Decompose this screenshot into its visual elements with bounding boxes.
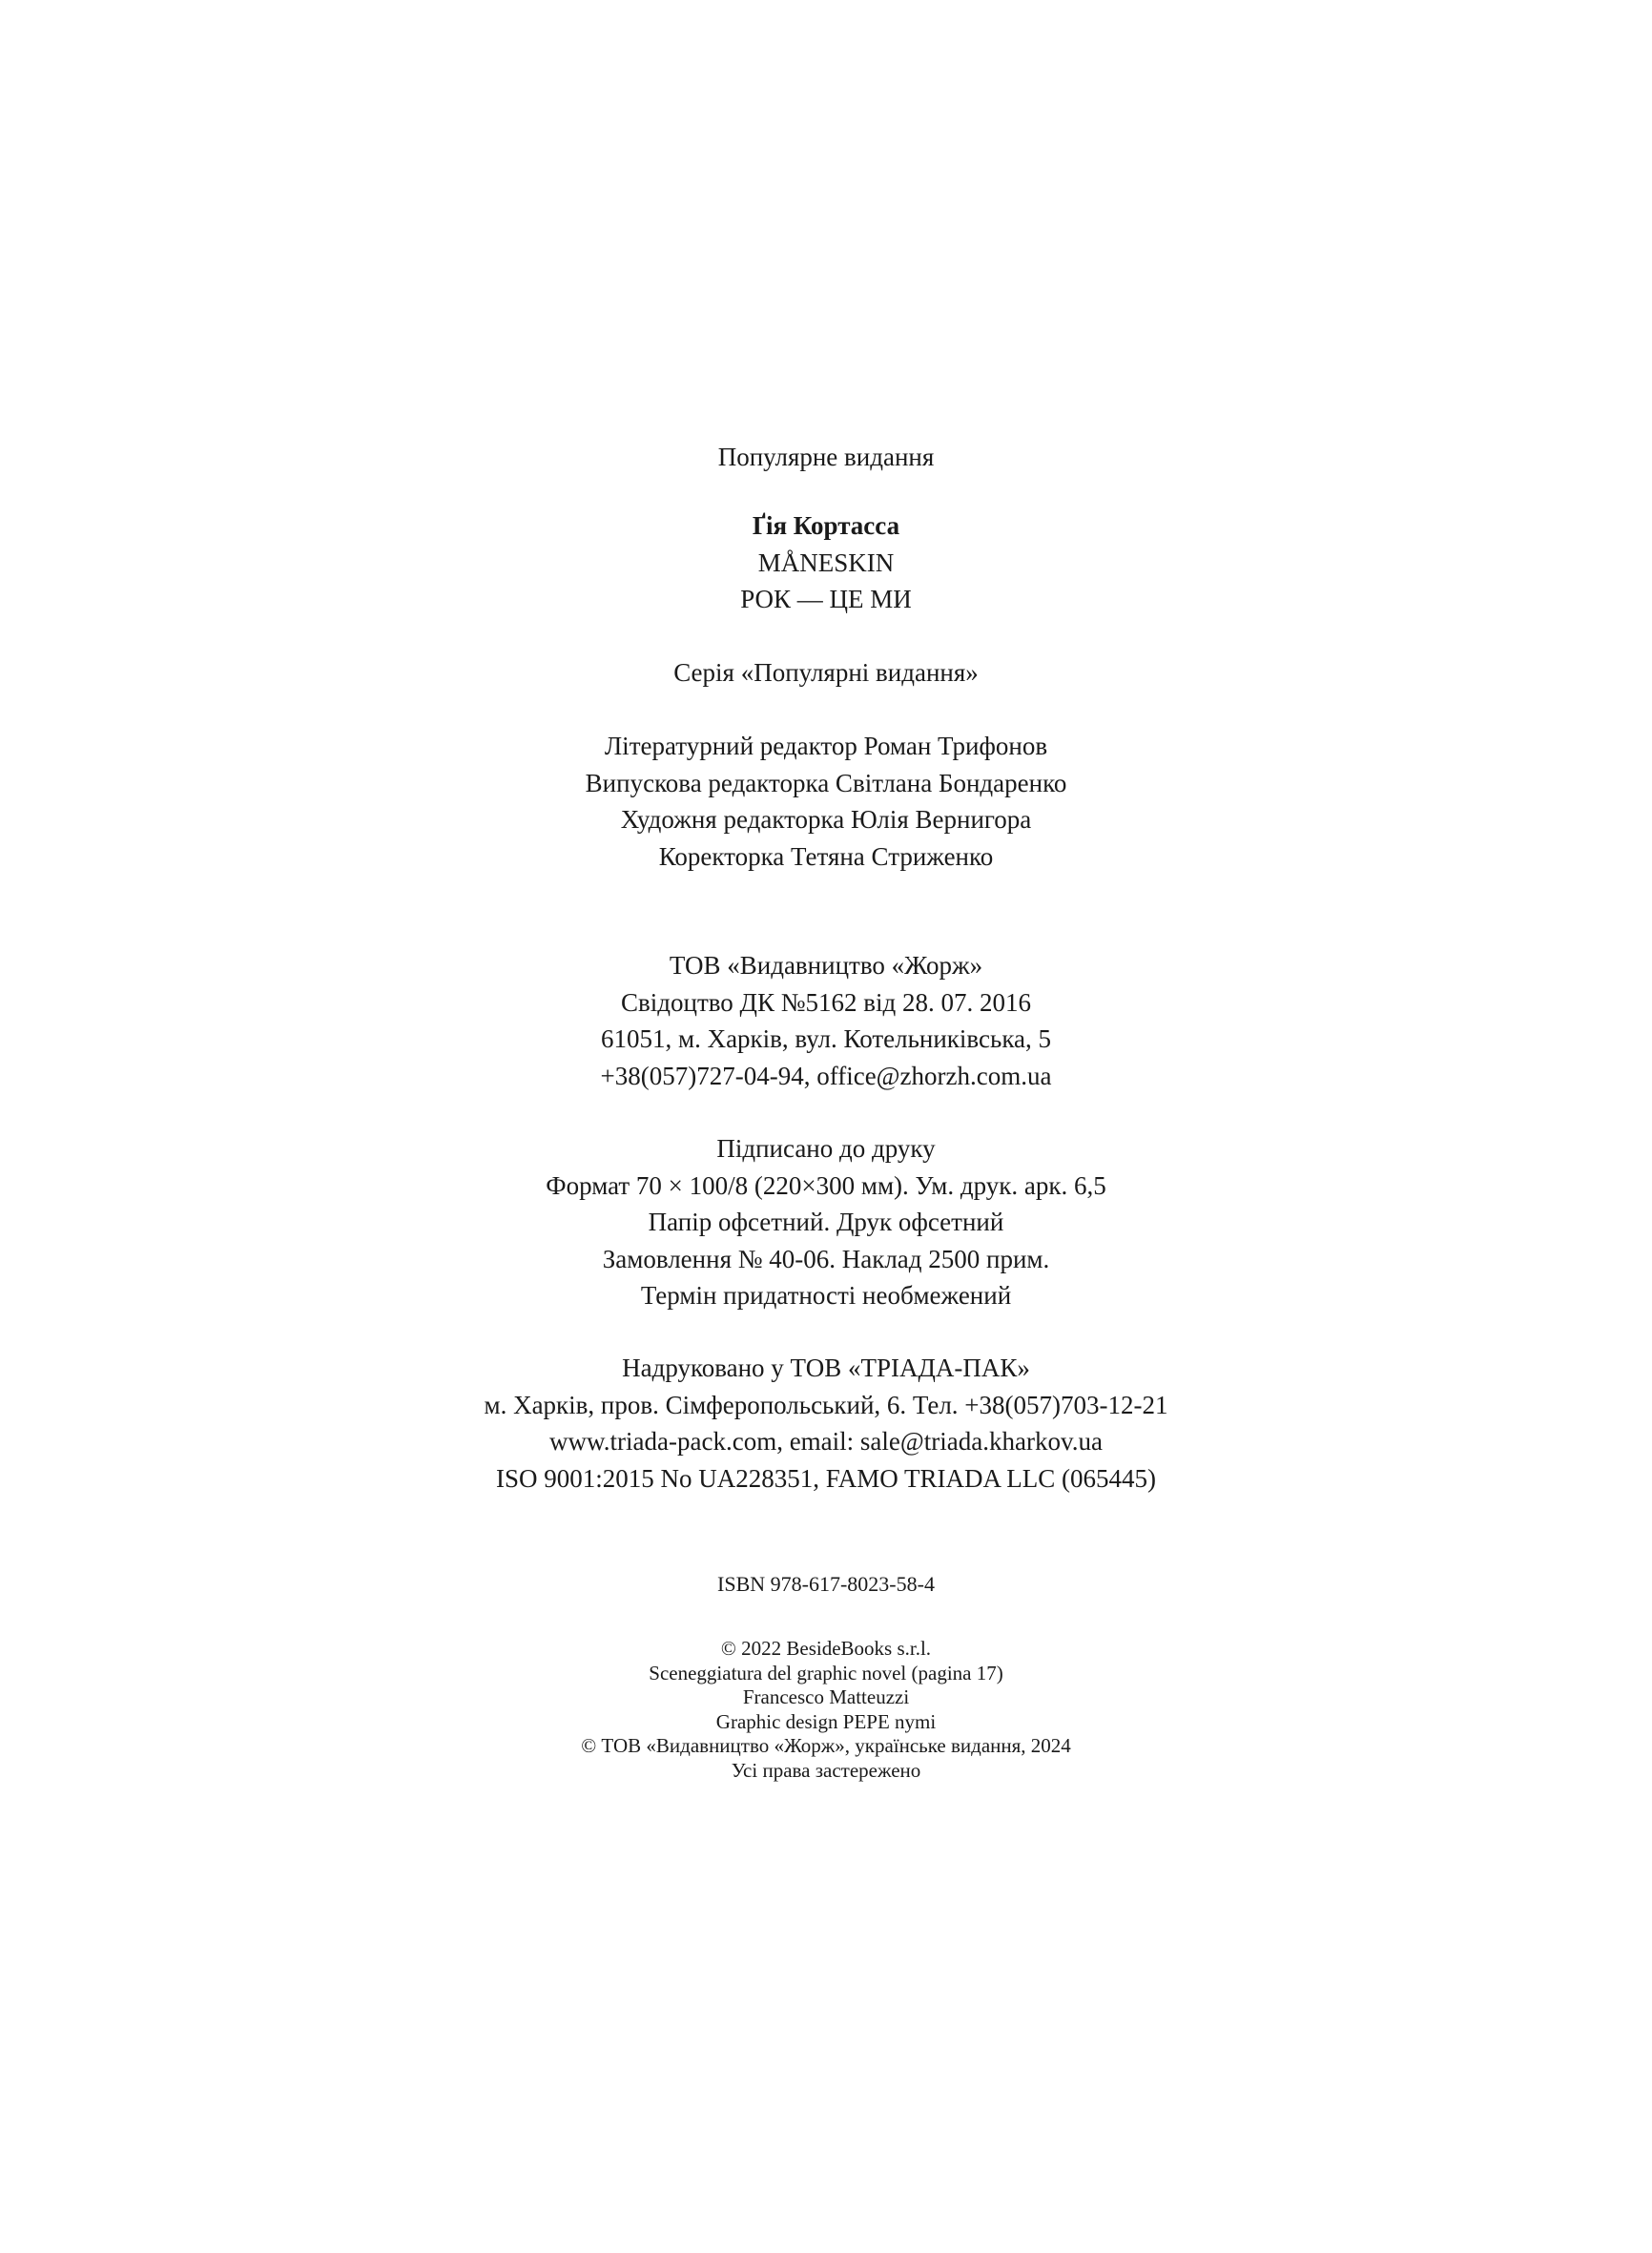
isbn-number: ISBN 978-617-8023-58-4: [717, 1572, 935, 1596]
copyright-line: © ТОВ «Видавництво «Жорж», українське видання, 2024: [581, 1734, 1071, 1757]
edition-type: Популярне видання: [717, 443, 935, 471]
copyright-block: [0, 1637, 1652, 1783]
printer-line: www.triada-pack.com, email: sale@triada.kharkov.ua: [549, 1427, 1103, 1456]
print-info-block: [0, 1130, 1652, 1314]
book-info-block: [0, 507, 1652, 618]
print-info-line: Підписано до друку: [716, 1134, 936, 1163]
series-line: Серія «Популярні видання»: [673, 658, 979, 687]
copyright-line: © 2022 BesideBooks s.r.l.: [720, 1637, 932, 1660]
credit-line: Випускова редакторка Світлана Бондаренко: [585, 768, 1067, 797]
book-title: MÅNESKIN: [757, 548, 895, 577]
printer-line: ISO 9001:2015 No UA228351, FAMO TRIADA LLC (065445): [495, 1463, 1156, 1493]
publisher-line: Свідоцтво ДК №5162 від 28. 07. 2016: [621, 987, 1031, 1017]
book-author: Ґія Кортасса: [752, 511, 900, 540]
print-info-line: Термін придатності необмежений: [640, 1281, 1012, 1310]
publisher-block: [0, 947, 1652, 1094]
printer-block: [0, 1350, 1652, 1497]
credit-line: Літературний редактор Роман Трифонов: [604, 732, 1048, 760]
edition-type-block: [0, 439, 1652, 476]
print-info-line: Формат 70 × 100/8 (220×300 мм). Ум. друк. арк. 6,5: [546, 1170, 1106, 1200]
printer-line: Надруковано у ТОВ «ТРІАДА-ПАК»: [622, 1354, 1030, 1382]
credit-line: Коректорка Тетяна Стриженко: [658, 841, 994, 871]
isbn-block: [0, 1572, 1652, 1597]
publisher-line: ТОВ «Видавництво «Жорж»: [669, 951, 983, 980]
copyright-line: Усі права застережено: [731, 1758, 921, 1782]
print-info-line: Папір офсетний. Друк офсетний: [648, 1208, 1004, 1236]
print-info-line: Замовлення № 40-06. Наклад 2500 прим.: [602, 1244, 1050, 1273]
series-block: [0, 654, 1652, 692]
publisher-line: +38(057)727-04-94, office@zhorzh.com.ua: [600, 1061, 1052, 1090]
credit-line: Художня редакторка Юлія Вернигора: [620, 805, 1032, 834]
copyright-line: Francesco Matteuzzi: [742, 1685, 910, 1708]
credits-block: [0, 728, 1652, 875]
publisher-line: 61051, м. Харків, вул. Котельниківська, 5: [600, 1024, 1052, 1053]
copyright-line: Sceneggiatura del graphic novel (pagina 17): [649, 1661, 1003, 1685]
copyright-line: Graphic design PEPE nymi: [715, 1709, 937, 1733]
book-subtitle: РОК — ЦЕ МИ: [740, 585, 912, 613]
printer-line: м. Харків, пров. Сімферопольський, 6. Тел. +38(057)703-12-21: [484, 1390, 1168, 1419]
